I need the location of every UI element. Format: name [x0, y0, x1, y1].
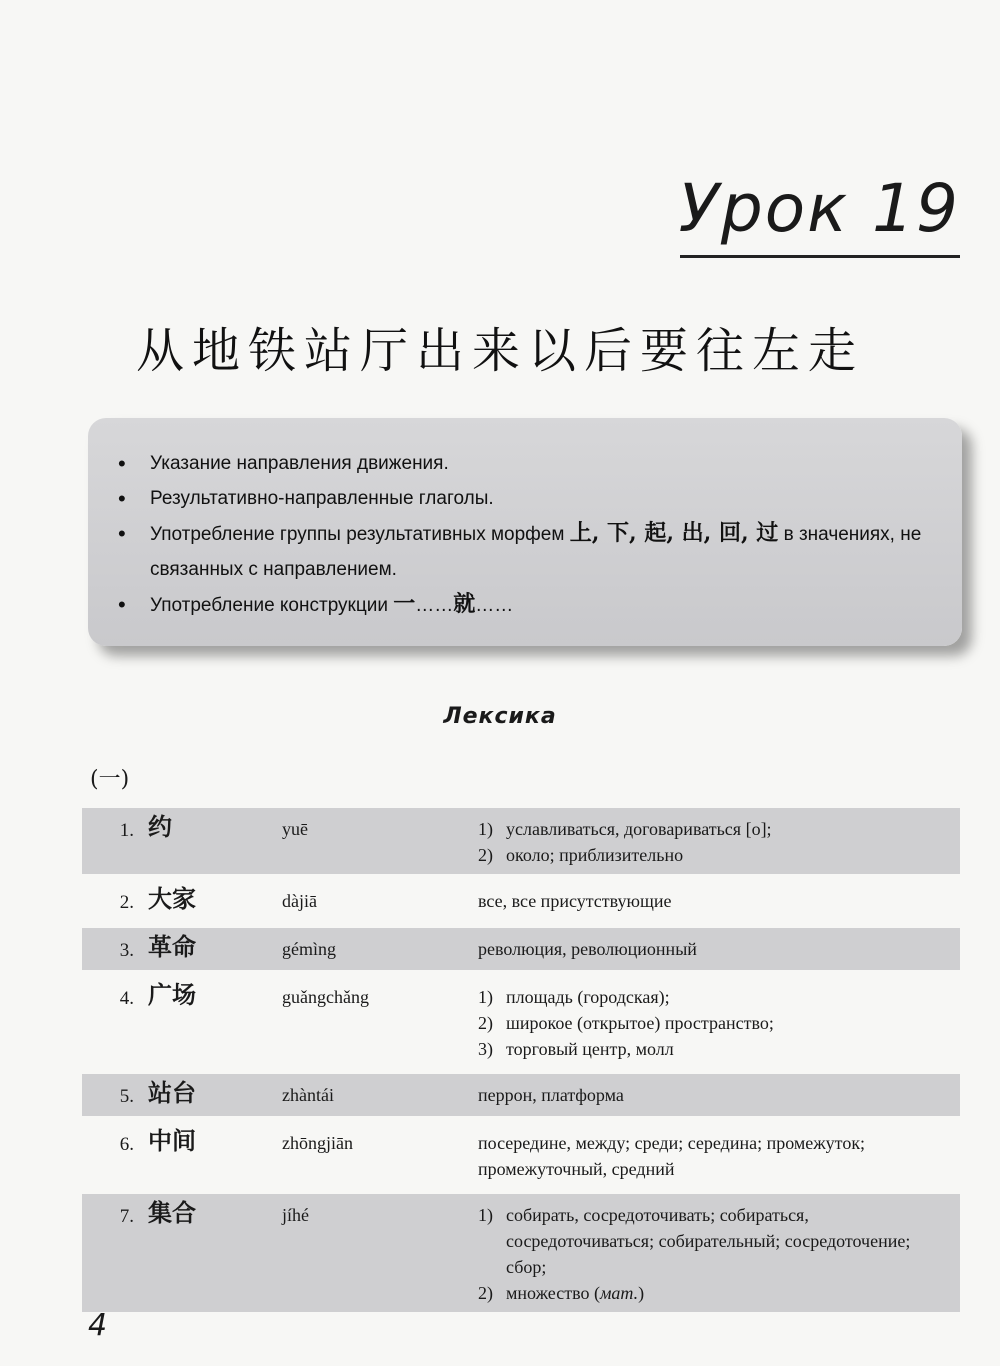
- objective-item: • Употребление группы результативных морфем 上, 下, 起, 出, 回, 过 в значениях, не связанных с направлением.: [150, 516, 938, 587]
- vocab-meaning: перрон, платформа: [478, 1074, 960, 1116]
- vocab-word: 集合: [148, 1194, 282, 1312]
- vocab-pinyin: zhōngjiān: [282, 1133, 353, 1153]
- vocabulary-table: [82, 808, 960, 1312]
- objective-item: • Указание направления движения.: [150, 446, 938, 481]
- table-row: 4. 广场 guǎngchǎng 1) площадь (городская); 2) широкое (открытое) пространство; 3) торговый центр, молл: [82, 976, 960, 1068]
- table-row: 7. 集合 jíhé 1) собирать, сосредоточивать; собираться, сосредоточиваться; собирательный; сосредоточение; сбор; 2) множество (мат.): [82, 1194, 960, 1312]
- vocab-pinyin: gémìng: [282, 928, 478, 970]
- objectives-box: [88, 418, 962, 646]
- objectives-list: [88, 418, 962, 623]
- vocab-word: 中间: [148, 1126, 196, 1155]
- vocab-pinyin: zhàntái: [282, 1074, 478, 1116]
- vocab-word: 广场: [148, 980, 196, 1009]
- page-number: 4: [88, 1308, 108, 1343]
- section-title: Лексика: [443, 704, 557, 729]
- vocab-pinyin: guǎngchǎng: [282, 987, 369, 1007]
- heading-rule: [680, 255, 960, 258]
- table-row: 2. 大家 dàjiā все, все присутствующие: [82, 880, 960, 922]
- lesson-heading: Урок 19: [678, 170, 960, 247]
- table-row: 3. 革命 gémìng революция, революционный: [82, 928, 960, 970]
- vocab-pinyin: yuē: [282, 808, 478, 874]
- vocab-meaning: 1) площадь (городская); 2) широкое (открытое) пространство; 3) торговый центр, молл: [478, 987, 774, 1059]
- table-row: 5. 站台 zhàntái перрон, платформа: [82, 1074, 960, 1116]
- vocab-word: 革命: [148, 928, 282, 970]
- lesson-title: 从地铁站厅出来以后要往左走: [135, 323, 864, 379]
- vocab-word: 约: [148, 808, 282, 874]
- objective-item: • Результативно-направленные глаголы.: [150, 481, 938, 516]
- vocab-word: 站台: [148, 1074, 282, 1116]
- table-row: 6. 中间 zhōngjiān посередине, между; среди; середина; промежуток; промежуточный, средний: [82, 1122, 960, 1188]
- vocab-meaning: посередине, между; среди; середина; промежуток; промежуточный, средний: [478, 1133, 866, 1179]
- morpheme-list: 上, 下, 起, 出, 回, 过: [569, 520, 779, 546]
- vocab-pinyin: jíhé: [282, 1194, 478, 1312]
- vocab-word: 大家: [148, 884, 196, 913]
- part-label: (一): [90, 767, 130, 792]
- vocab-meaning: революция, революционный: [478, 928, 960, 970]
- vocab-meaning: все, все присутствующие: [478, 891, 672, 911]
- vocab-meaning: 1) собирать, сосредоточивать; собираться, сосредоточиваться; собирательный; сосредоточение; сбор; 2) множество (мат.): [478, 1194, 960, 1312]
- vocab-meaning: 1) уславливаться, договариваться [о]; 2) около; приблизительно: [478, 808, 960, 874]
- vocab-pinyin: dàjiā: [282, 891, 317, 911]
- objective-item: • Употребление конструкции 一……就……: [150, 587, 938, 623]
- table-row: 1. 约 yuē 1) уславливаться, договариваться [о]; 2) около; приблизительно: [82, 808, 960, 874]
